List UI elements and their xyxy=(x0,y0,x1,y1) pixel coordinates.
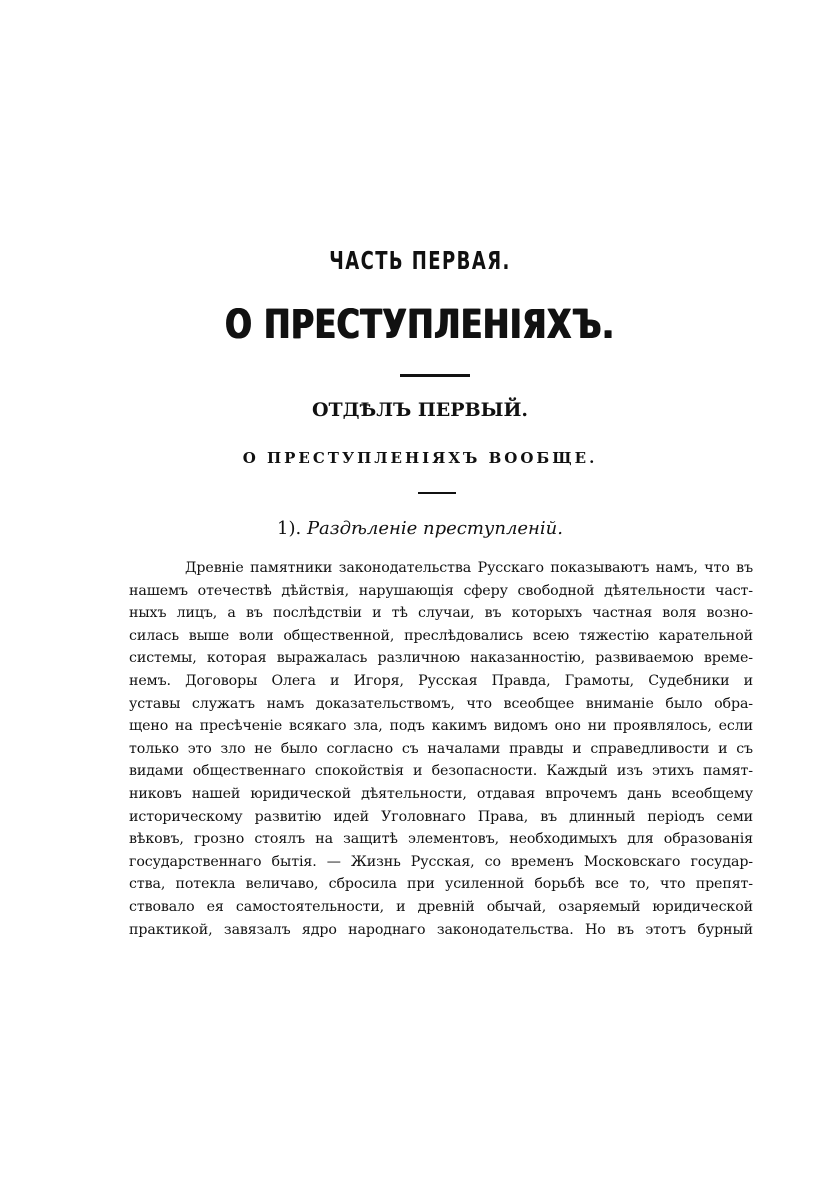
text-line: видами общественнаго спокойствія и безопасности. Каждый изъ этихъ памят- xyxy=(129,763,753,780)
main-title: О ПРЕСТУПЛЕНІЯХЪ. xyxy=(225,302,615,348)
text-line: ствовало ея самостоятельности, и древній обычай, озаряемый юридической xyxy=(129,898,753,915)
text-line: только это зло не было согласно съ началами правды и справедливости и съ xyxy=(129,740,753,757)
text-line: немъ. Договоры Олега и Игоря, Русская Правда, Грамоты, Судебники и xyxy=(129,672,753,689)
text-line: щено на пресѣченіе всякаго зла, подъ какимъ видомъ оно ни проявлялось, если xyxy=(129,718,753,735)
text-line: уставы служатъ намъ доказательствомъ, что всеобщее вниманіе было обра- xyxy=(129,695,753,712)
text-line: нашемъ отечествѣ дѣйствія, нарушающія сферу свободной дѣятельности част- xyxy=(129,582,753,599)
text-line: системы, которая выражалась различною наказанностію, развиваемою време- xyxy=(129,650,753,667)
section-subtitle: О ПРЕСТУПЛЕНІЯХЪ ВООБЩЕ. xyxy=(242,449,598,467)
text-line: ства, потекла величаво, сбросила при усиленной борьбѣ все то, что препят- xyxy=(129,876,753,893)
body-paragraph xyxy=(129,557,753,941)
text-line: практикой, завязалъ ядро народнаго законодательства. Но въ этотъ бурный xyxy=(129,921,753,938)
heading-title: Раздѣленіе преступленій. xyxy=(306,518,563,539)
text-line: силась выше воли общественной, преслѣдовались всею тяжестію карательной xyxy=(129,627,753,644)
text-line: ныхъ лицъ, а въ послѣдствіи и тѣ случаи, въ которыхъ частная воля возно- xyxy=(129,605,753,622)
divider-rule xyxy=(400,374,470,377)
text-line: никовъ нашей юридической дѣятельности, отдавая впрочемъ дань всеобщему xyxy=(129,785,753,802)
text-line: Древніе памятники законодательства Русскаго показываютъ намъ, что въ xyxy=(185,560,753,576)
heading-number: 1). xyxy=(277,518,302,539)
section-title: ОТДѢЛЪ ПЕРВЫЙ. xyxy=(311,399,529,421)
divider-rule-small xyxy=(418,492,456,494)
text-line: государственнаго бытія. — Жизнь Русская, со временъ Московскаго государ- xyxy=(129,853,753,870)
chapter-heading xyxy=(0,518,840,539)
text-line: вѣковъ, грозно стоялъ на защитѣ элементовъ, необходимыхъ для образованія xyxy=(129,831,753,848)
text-line: историческому развитію идей Уголовнаго Права, въ длинный періодъ семи xyxy=(129,808,753,825)
part-title: ЧАСТЬ ПЕРВАЯ. xyxy=(329,246,511,275)
